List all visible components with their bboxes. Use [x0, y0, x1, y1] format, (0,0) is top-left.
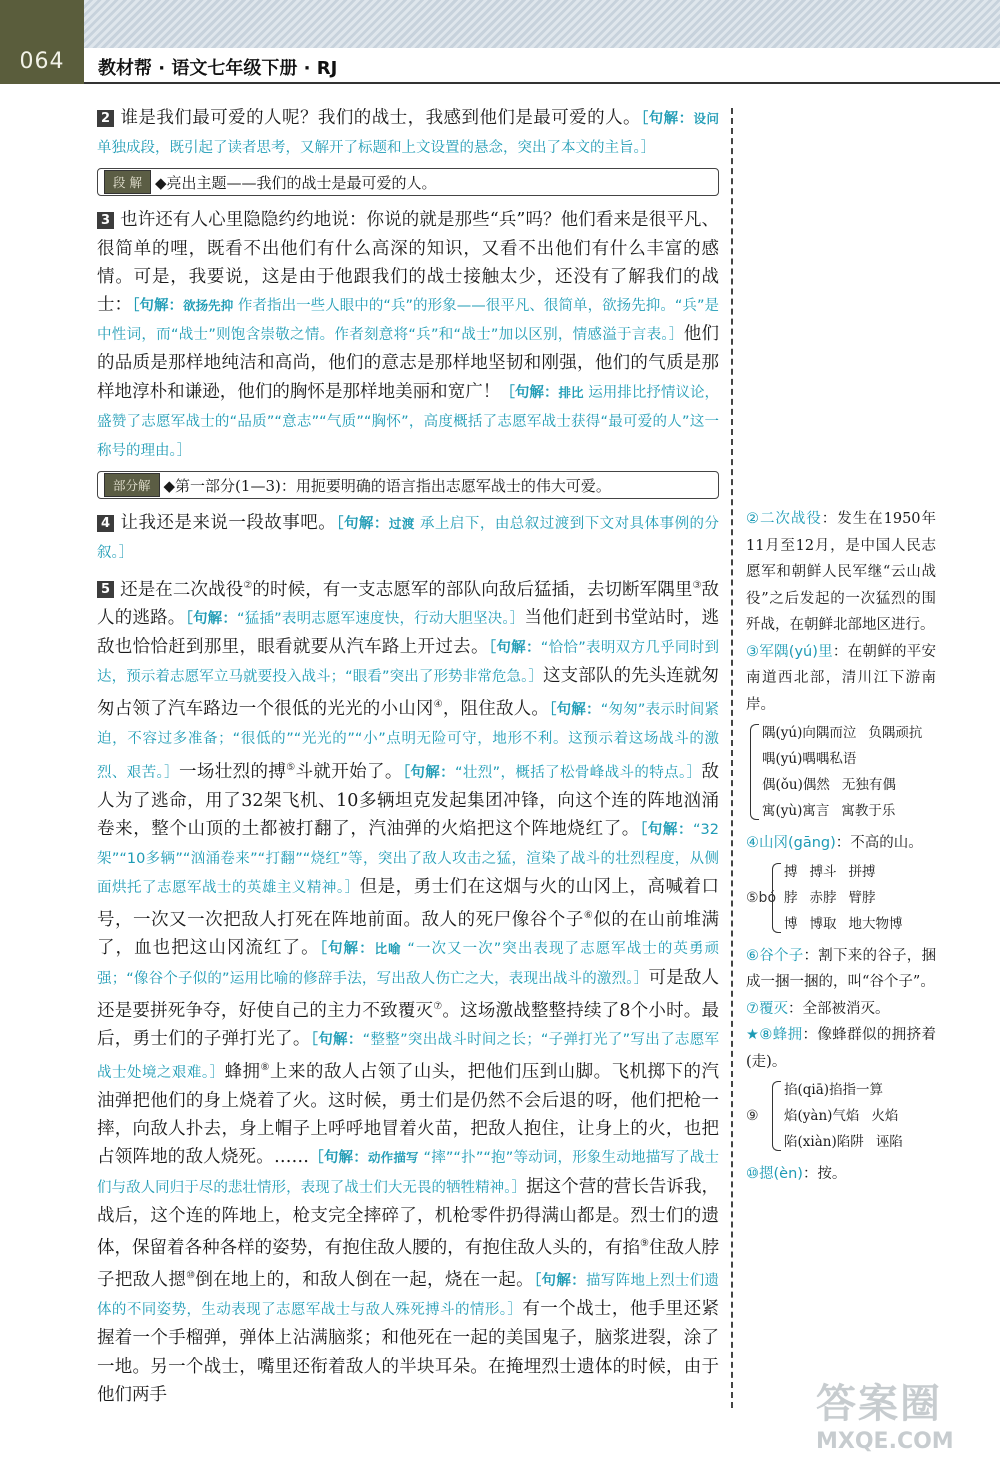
- footnote-marker: ⑦: [433, 1000, 443, 1012]
- body-text: 上来的敌人占领了山头，把他们压到山脚。飞机掷下的汽油弹把他们的身上烧着了火。这时候，勇士们是仍然不会后退的呀，他们把枪一摔，向敌人扑去，身上帽子上呼呼地冒着火苗，把敌人抱住，让身上的火，也把占领阵地的敌人烧死。……: [97, 1061, 720, 1168]
- body-text: ，阻住敌人。: [442, 699, 550, 720]
- char-group-cell: 赤脖: [809, 889, 837, 906]
- note-tag: 比喻: [374, 941, 402, 957]
- watermark-bottom: MXQE.COM: [816, 1429, 954, 1454]
- char-group-cell: 搏斗: [809, 863, 837, 880]
- running-header-title: 教材帮 · 语文七年级下册 · RJ: [98, 58, 338, 79]
- char-group-cell: 博: [784, 915, 798, 932]
- summary-box: [97, 168, 719, 196]
- note-text: “猛插”表明志愿军速度快，行动大胆坚决。］: [237, 610, 525, 627]
- char-group: [746, 1077, 936, 1155]
- char-group-cell: 臂脖: [848, 889, 876, 906]
- annotation-definition: ：不高的山。: [835, 835, 923, 851]
- body-text: 敌人的逃路。: [97, 579, 720, 628]
- paragraph-number: 2: [97, 110, 114, 127]
- char-group-cell: 偶(ǒu)偶然: [762, 777, 830, 793]
- char-group-row: [784, 1103, 936, 1129]
- char-group-cell: 隅(yú)向隅而泣: [762, 725, 857, 741]
- note-text: “恰恰”表明双方几乎同时到达，预示着志愿军立马就要投入战斗；“眼看”突出了形势非常危急。］: [97, 639, 720, 686]
- char-group-cell: 掐(qiā)掐指一算: [784, 1082, 884, 1098]
- char-group: [746, 859, 936, 937]
- annotation-term: ★⑧蜂拥: [746, 1027, 803, 1043]
- char-group: [746, 720, 936, 824]
- brace: [772, 863, 781, 933]
- note-text: “一次又一次”突出表现了志愿军战士的英勇顽强；“像谷个子似的”运用比喻的修辞手法，写出敌人伤亡之大，表现出战斗的激烈。］: [97, 941, 719, 987]
- note-text: 描写阵地上烈士们遗体的不同姿势，生动表现了志愿军战士与敌人殊死搏斗的情形。］: [97, 1272, 720, 1319]
- body-text: 斗就开始了。: [295, 761, 403, 782]
- column-divider: [731, 108, 733, 1408]
- char-group-cell: 博取: [809, 915, 837, 932]
- watermark-logo: [816, 1372, 988, 1464]
- brace: [772, 1081, 781, 1151]
- char-group-row: [762, 746, 936, 772]
- body-text: 蜂拥: [224, 1061, 261, 1082]
- annotation-entry: [746, 830, 936, 857]
- body-text: 敌人为了逃命，用了32架飞机、10多辆坦克发起集团冲锋，向这个连的阵地汹涌卷来，整个山顶的土都被打翻了，汽油弹的火焰把这个阵地烧红了。: [97, 761, 720, 839]
- footnote-marker: ③: [692, 579, 702, 591]
- annotation-definition: ：像蜂群似的拥挤着(走)。: [746, 1027, 936, 1070]
- summary-tag: 部分解: [104, 473, 160, 497]
- note-label: ［句解：: [549, 702, 601, 719]
- char-group-cell: 拼搏: [848, 863, 876, 880]
- brace: [750, 724, 759, 820]
- body-text: 可是敌人还是要拼死争夺，好使自己的主力不致覆灭: [97, 967, 720, 1021]
- char-group-cell: 喁(yú)喁喁私语: [762, 751, 857, 767]
- paragraph-5: [97, 572, 719, 1409]
- note-tag: 排比: [558, 384, 584, 400]
- note-label: ［句解：: [500, 384, 559, 401]
- summary-text: ◆第一部分(1—3)：用扼要明确的语言指出志愿军战士的伟大可爱。: [163, 476, 611, 495]
- body-text: 一场壮烈的搏: [178, 761, 287, 782]
- char-group-row: [762, 772, 936, 798]
- note-label: ［句解：: [488, 639, 541, 656]
- note-tag: 动作描写: [367, 1150, 419, 1166]
- note-text: “壮烈”，概括了松骨峰战斗的特点。］: [455, 764, 702, 781]
- header-rule: [84, 82, 1000, 84]
- annotation-term: ⑩摁(èn): [746, 1166, 803, 1182]
- summary-box: [97, 471, 719, 499]
- body-text: 但是，勇士们在这烟与火的山冈上，高喊着口号，一次又一次把敌人打死在阵地前面。敌人的死尸像谷个子: [97, 877, 720, 931]
- note-tag: 设问: [693, 111, 719, 126]
- char-group-cell: 脖: [784, 889, 798, 906]
- annotation-entry: [746, 1161, 936, 1188]
- annotation-term: ⑥谷个子: [746, 947, 804, 964]
- body-text: 。这场激战整整持续了8个小时。最后，勇士们的子弹打光了。: [97, 1000, 720, 1049]
- sentence-note: [186, 611, 525, 627]
- char-group-cell: 陷(xiàn)陷阱: [784, 1134, 864, 1150]
- char-group-cell: 寓教于乐: [841, 803, 896, 819]
- body-text: 倒在地上的，和敌人倒在一起，烧在一起。: [195, 1269, 534, 1290]
- sentence-note: [97, 298, 719, 343]
- page-number: 064: [19, 49, 65, 74]
- char-group-row: [784, 885, 936, 911]
- footnote-marker: ⑤: [286, 761, 296, 773]
- body-text: 还是在二次战役: [120, 579, 244, 600]
- paragraph-3: [97, 206, 719, 465]
- char-group-row: [784, 911, 936, 937]
- footnote-marker: ⑨: [639, 1238, 649, 1250]
- char-group-head: ⑤bó: [746, 889, 777, 906]
- body-text: 据这个营的营长告诉我，战后，这个连的阵地上，枪支完全摔碎了，机枪零件扔得满山都是。烈士们的遗体，保留着各种各样的姿势，有抱住敌人腰的，有抱住敌人头的，有掐: [97, 1176, 719, 1258]
- char-group-cell: 地大物博: [848, 915, 903, 932]
- annotation-sidebar: [746, 506, 936, 1188]
- note-tag: 欲扬先抑: [183, 298, 234, 314]
- note-label: ［句解：: [185, 610, 238, 627]
- annotation-term: ②二次战役: [746, 511, 822, 527]
- body-text: 也许还有人心里隐隐约约地说：你说的就是那些“兵”吗？他们看来是很平凡、很简单的哩，既看不出他们有什么高深的知识，又看不出他们有什么丰富的感情。可是，我要说，这是由于他跟我们的战士接触太少，还没有了解我们的战士：: [97, 210, 719, 316]
- char-group-cell: 寓(yù)寓言: [762, 803, 830, 819]
- char-group-cell: 搏: [784, 863, 798, 880]
- body-text: 有一个战士，他手里还紧握着一个手榴弹，弹体上沾满脑浆；和他死在一起的美国鬼子，脑浆进裂，涂了一地。另一个战士，嘴里还衔着敌人的半块耳朵。在掩埋烈士遗体的时候，由于他们两手: [97, 1299, 720, 1405]
- note-text: 承上启下，由总叙过渡到下文对具体事例的分叙。］: [97, 516, 720, 562]
- annotation-definition: ：全部被消灭。: [788, 1000, 890, 1017]
- char-group-cell: 诬陷: [875, 1134, 903, 1150]
- header-band: [0, 0, 1000, 48]
- paragraph-number: 3: [97, 212, 114, 229]
- note-label: ［句解：: [310, 1031, 363, 1048]
- annotation-entry: [746, 639, 936, 719]
- note-label: ［句解：: [639, 821, 694, 838]
- main-text-column: [97, 104, 719, 1413]
- annotation-term: ⑦覆灭: [746, 1000, 788, 1017]
- annotation-term: ③军隅(yú)里: [746, 643, 833, 660]
- body-text: 似的在山前堆满了，血也把这山冈流红了。: [97, 910, 720, 959]
- note-text: “32架”“10多辆”“汹涌卷来”“打翻”“烧红”等，突出了敌人攻击之猛，渲染了战斗的壮烈程度，从侧面烘托了志愿军战士的英雄主义精神。］: [97, 821, 720, 897]
- footnote-marker: ⑥: [583, 910, 594, 922]
- paragraph-2: [97, 104, 719, 162]
- note-label: ［句解：: [402, 764, 456, 781]
- note-label: ［句解：: [132, 298, 184, 315]
- footnote-marker: ②: [243, 579, 253, 591]
- note-label: ［句解：: [336, 516, 389, 533]
- paragraph-number: 5: [97, 581, 114, 598]
- note-label: ［句解：: [533, 1272, 586, 1289]
- note-text: 作者指出一些人眼中的“兵”的形象——很平凡、很简单，欲扬先抑。“兵”是中性词，而“战士”则饱含崇敬之情。作者刻意将“兵”和“战士”加以区别，情感溢于言表。］: [97, 298, 720, 344]
- body-text: 当他们赶到书堂站时，逃敌也恰恰赶到那里，眼看就要从汽车路上开过去。: [97, 607, 720, 657]
- body-text: 的时候，有一支志愿军的部队向敌后猛插，去切断军隅里: [252, 579, 693, 600]
- note-text: 运用排比抒情议论，盛赞了志愿军战士的“品质”“意志”“气质”“胸怀”，高度概括了志愿军战士获得“最可爱的人”这一称号的理由。］: [97, 384, 720, 460]
- annotation-entry: [746, 1022, 936, 1075]
- body-text: 让我还是来说一段故事吧。: [120, 513, 337, 534]
- annotation-definition: ：发生在1950年11月至12月，是中国人民志愿军和朝鲜人民军继“云山战役”之后发起的一次猛烈的围歼战，在朝鲜北部地区进行。: [746, 511, 936, 633]
- summary-tag: 段 解: [104, 170, 151, 194]
- char-group-head: ⑨: [746, 1107, 759, 1124]
- paragraph-number: 4: [97, 515, 114, 532]
- char-group-row: [784, 1129, 936, 1155]
- annotation-entry: [746, 943, 936, 996]
- note-tag: 过渡: [388, 516, 415, 532]
- note-label: ［句解：: [640, 111, 694, 127]
- note-text: “匆匆”表示时间紧迫，不容过多准备；“很低的”“光光的”“小”点明无险可守，地形不利。这预示着这场战斗的激烈、艰苦。］: [97, 702, 720, 781]
- body-text: 他们的品质是那样地纯洁和高尚，他们的意志是那样地坚韧和刚强，他们的气质是那样地淳朴和谦逊，他们的胸怀是那样地美丽和宽广！: [97, 324, 719, 402]
- char-group-row: [784, 1077, 936, 1103]
- footnote-marker: ④: [433, 699, 443, 711]
- summary-text: ◆亮出主题——我们的战士是最可爱的人。: [154, 173, 437, 192]
- note-label: ［句解：: [308, 1150, 368, 1167]
- note-text: “整整”突出战斗时间之长；“子弹打光了”写出了志愿军战士处境之艰难。］: [97, 1031, 720, 1081]
- note-text: 单独成段，既引起了读者思考，又解开了标题和上文设置的悬念，突出了本文的主旨。］: [97, 140, 656, 157]
- note-label: ［句解：: [319, 941, 375, 958]
- char-group-cell: 焰(yàn)气焰: [784, 1108, 860, 1124]
- char-group-cell: 无独有偶: [841, 777, 896, 793]
- annotation-definition: ：割下来的谷子，捆成一捆一捆的，叫“谷个子”。: [746, 947, 936, 990]
- page-number-box: [0, 0, 84, 84]
- annotation-definition: ：按。: [802, 1166, 847, 1182]
- char-group-row: [762, 798, 936, 824]
- char-group-cell: 火焰: [871, 1108, 899, 1124]
- annotation-entry: [746, 506, 936, 639]
- char-group-row: [762, 720, 936, 746]
- annotation-definition: ：在朝鲜的平安南道西北部，清川江下游南岸。: [746, 643, 936, 713]
- footnote-marker: ⑩: [186, 1270, 196, 1282]
- annotation-entry: [746, 996, 936, 1023]
- body-text: 这支部队的先头连就匆匆占领了汽车路边一个很低的光光的小山冈: [97, 666, 719, 720]
- body-text: 谁是我们最可爱的人呢？我们的战士，我感到他们是最可爱的人。: [120, 108, 641, 128]
- footnote-marker: ⑧: [260, 1062, 270, 1074]
- paragraph-4: [97, 509, 719, 567]
- annotation-term: ④山冈(gāng): [746, 835, 836, 851]
- body-text: 住敌人脖子把敌人摁: [97, 1237, 719, 1290]
- char-group-row: [784, 859, 936, 885]
- note-text: “摔”“扑”“抱”等动词，形象生动地描写了战士们与敌人同归于尽的悲壮情形，表现了战士们大无畏的牺牲精神。］: [97, 1150, 719, 1196]
- char-group-cell: 负隅顽抗: [868, 725, 923, 741]
- sentence-note: [403, 764, 702, 780]
- watermark-top: 答案圈: [816, 1381, 942, 1427]
